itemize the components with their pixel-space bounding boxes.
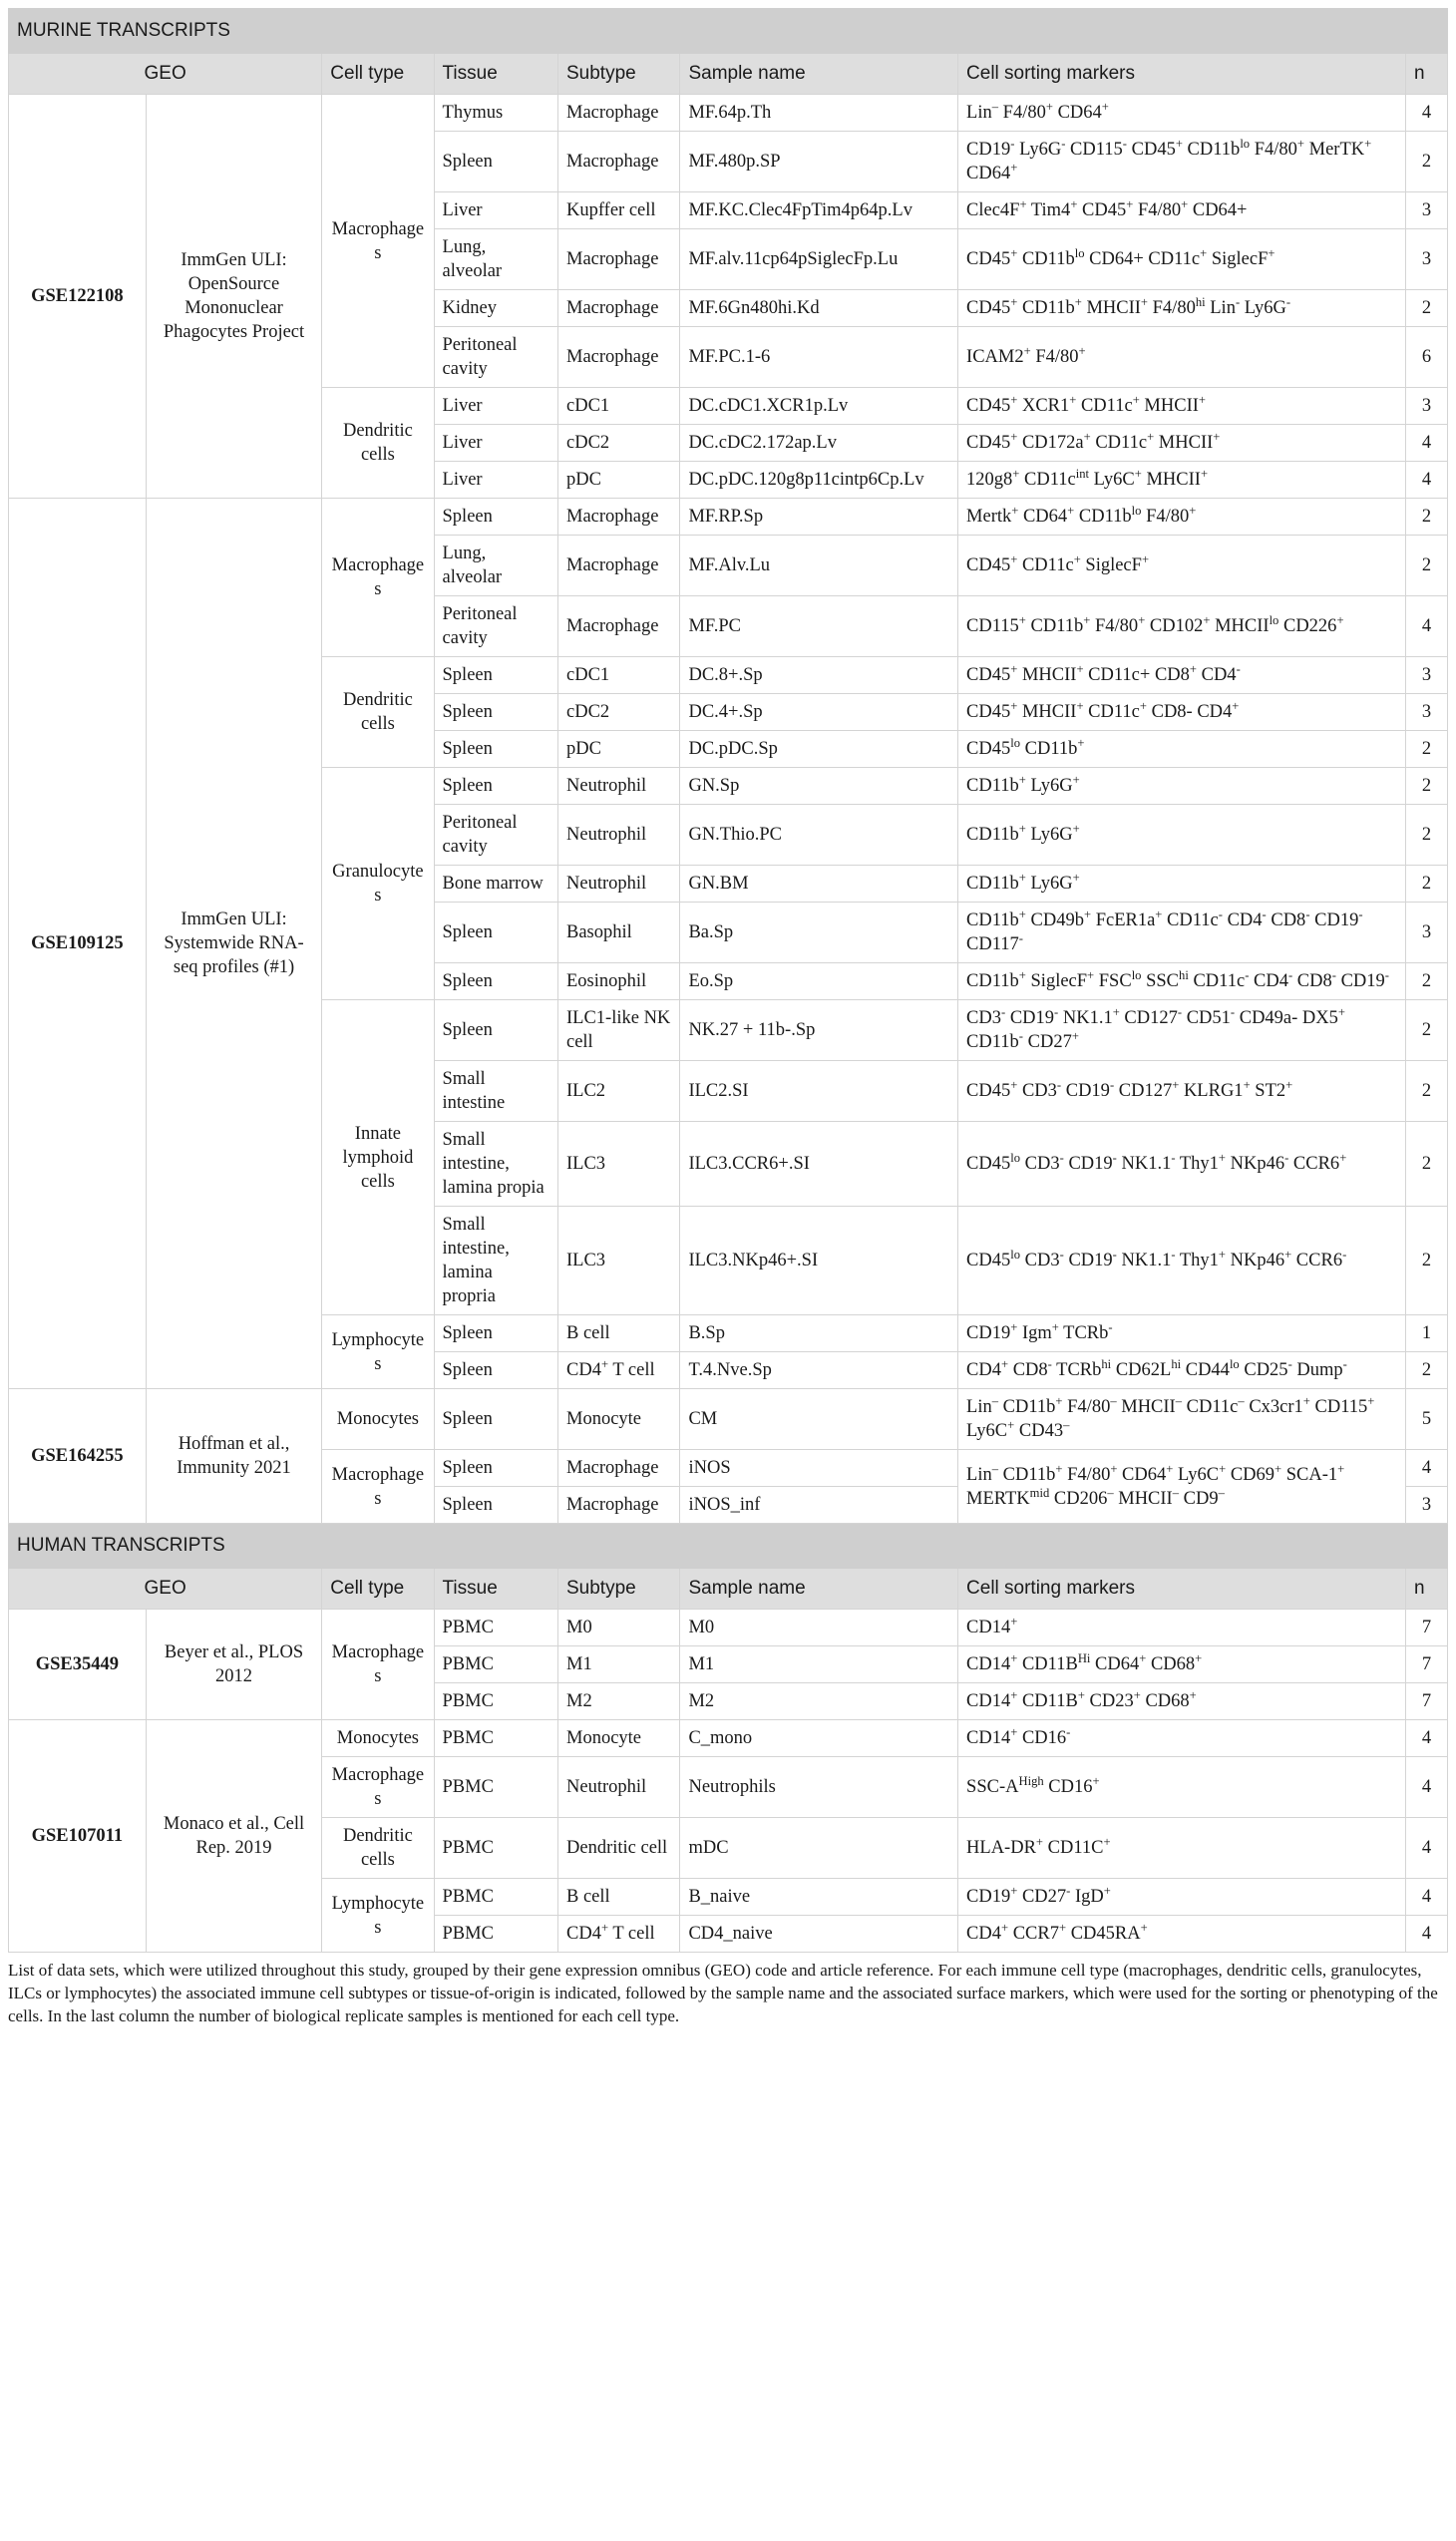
replicate-count: 2: [1406, 731, 1448, 768]
tissue: Spleen: [434, 768, 557, 805]
subtype: ILC1-like NK cell: [558, 1000, 680, 1061]
sorting-markers: Clec4F+ Tim4+ CD45+ F4/80+ CD64+: [958, 192, 1406, 229]
sample-name: GN.BM: [680, 866, 958, 903]
tissue: Spleen: [434, 499, 557, 536]
subtype: CD4+ T cell: [558, 1352, 680, 1389]
subtype: Monocyte: [558, 1720, 680, 1757]
dataset-source: Monaco et al., Cell Rep. 2019: [146, 1720, 322, 1953]
dataset-table: [8, 8, 1448, 1953]
subtype: M0: [558, 1610, 680, 1646]
replicate-count: 2: [1406, 290, 1448, 327]
subtype: Macrophage: [558, 132, 680, 192]
cell-type: Dendritic cells: [322, 1818, 434, 1879]
tissue: Peritoneal cavity: [434, 805, 557, 866]
header-subtype: Subtype: [558, 54, 680, 95]
replicate-count: 3: [1406, 229, 1448, 290]
geo-code: GSE122108: [9, 95, 147, 499]
cell-type: Dendritic cells: [322, 657, 434, 768]
tissue: PBMC: [434, 1818, 557, 1879]
sample-name: M0: [680, 1610, 958, 1646]
geo-code: GSE35449: [9, 1610, 147, 1720]
sorting-markers: CD45+ MHCII+ CD11c+ CD8+ CD4-: [958, 657, 1406, 694]
sorting-markers: CD11b+ CD49b+ FcER1a+ CD11c- CD4- CD8- CD19- CD117-: [958, 903, 1406, 963]
sorting-markers: $CD45^{lo}$ CD11b+: [958, 731, 1406, 768]
replicate-count: 4: [1406, 1450, 1448, 1487]
header-row: [9, 54, 1448, 95]
header-tissue: Tissue: [434, 1569, 557, 1610]
subtype: cDC2: [558, 425, 680, 462]
subtype: Macrophage: [558, 1487, 680, 1524]
sample-name: iNOS_inf: [680, 1487, 958, 1524]
sample-name: CD4_naive: [680, 1916, 958, 1953]
sorting-markers: CD4+ CD8- TCRb$^{hi}$ $CD62L^{hi}$ $CD44^{lo}$ CD25- Dump-: [958, 1352, 1406, 1389]
cell-type: Innate lymphoid cells: [322, 1000, 434, 1315]
tissue: PBMC: [434, 1646, 557, 1683]
sample-name: DC.8+.Sp: [680, 657, 958, 694]
header-tissue: Tissue: [434, 54, 557, 95]
section-title-row: [9, 9, 1448, 54]
tissue: Spleen: [434, 1487, 557, 1524]
sorting-markers: CD11b+ Ly6G+: [958, 768, 1406, 805]
sample-name: Eo.Sp: [680, 963, 958, 1000]
subtype: Macrophage: [558, 229, 680, 290]
sample-name: ILC2.SI: [680, 1061, 958, 1122]
sample-name: B.Sp: [680, 1315, 958, 1352]
sample-name: GN.Thio.PC: [680, 805, 958, 866]
subtype: Kupffer cell: [558, 192, 680, 229]
replicate-count: 2: [1406, 963, 1448, 1000]
sorting-markers: CD45+ $CD11b^{lo}$ CD64+ CD11c+ SiglecF+: [958, 229, 1406, 290]
replicate-count: 4: [1406, 1818, 1448, 1879]
replicate-count: 4: [1406, 596, 1448, 657]
replicate-count: 4: [1406, 1916, 1448, 1953]
sample-name: mDC: [680, 1818, 958, 1879]
replicate-count: 4: [1406, 425, 1448, 462]
tissue: Small intestine, lamina propia: [434, 1122, 557, 1207]
sample-name: Neutrophils: [680, 1757, 958, 1818]
table-row: [9, 499, 1448, 536]
sorting-markers: Lin– CD11b+ F4/80+ CD64+ Ly6C+ CD69+ SCA-1+ $MERTK^{mid}$ CD206– MHCII– CD9–: [958, 1450, 1406, 1524]
sample-name: DC.pDC.120g8p11cintp6Cp.Lv: [680, 462, 958, 499]
sample-name: ILC3.CCR6+.SI: [680, 1122, 958, 1207]
replicate-count: 3: [1406, 657, 1448, 694]
dataset-source: Beyer et al., PLOS 2012: [146, 1610, 322, 1720]
header-geo: GEO: [9, 54, 322, 95]
tissue: PBMC: [434, 1720, 557, 1757]
sorting-markers: Lin– F4/80+ CD64+: [958, 95, 1406, 132]
sample-name: DC.pDC.Sp: [680, 731, 958, 768]
sorting-markers: CD4+ CCR7+ CD45RA+: [958, 1916, 1406, 1953]
header-cell-type: Cell type: [322, 54, 434, 95]
subtype: Dendritic cell: [558, 1818, 680, 1879]
subtype: Macrophage: [558, 1450, 680, 1487]
tissue: Lung, alveolar: [434, 536, 557, 596]
subtype: Macrophage: [558, 327, 680, 388]
replicate-count: 2: [1406, 1122, 1448, 1207]
sorting-markers: CD11b+ SiglecF+ $FSC^{lo}$ $SSC^{hi}$ CD11c- CD4- CD8- CD19-: [958, 963, 1406, 1000]
replicate-count: 7: [1406, 1646, 1448, 1683]
sample-name: MF.PC: [680, 596, 958, 657]
sorting-markers: CD19+ Igm+ TCRb-: [958, 1315, 1406, 1352]
replicate-count: 2: [1406, 1061, 1448, 1122]
replicate-count: 2: [1406, 866, 1448, 903]
replicate-count: 3: [1406, 903, 1448, 963]
subtype: B cell: [558, 1879, 680, 1916]
subtype: Neutrophil: [558, 866, 680, 903]
cell-type: Macrophages: [322, 95, 434, 388]
tissue: Spleen: [434, 694, 557, 731]
sorting-markers: CD14+ $CD11B^{Hi}$ CD64+ CD68+: [958, 1646, 1406, 1683]
subtype: pDC: [558, 731, 680, 768]
sample-name: MF.480p.SP: [680, 132, 958, 192]
tissue: Liver: [434, 462, 557, 499]
sorting-markers: 120g8+ $CD11c^{int}$ Ly6C+ MHCII+: [958, 462, 1406, 499]
replicate-count: 3: [1406, 192, 1448, 229]
sample-name: NK.27 + 11b-.Sp: [680, 1000, 958, 1061]
subtype: M1: [558, 1646, 680, 1683]
replicate-count: 2: [1406, 499, 1448, 536]
tissue: Thymus: [434, 95, 557, 132]
replicate-count: 3: [1406, 694, 1448, 731]
replicate-count: 6: [1406, 327, 1448, 388]
table-row: [9, 95, 1448, 132]
sorting-markers: CD19- Ly6G- CD115- CD45+ $CD11b^{lo}$ F4/80+ MerTK+ CD64+: [958, 132, 1406, 192]
tissue: Spleen: [434, 731, 557, 768]
sample-name: MF.RP.Sp: [680, 499, 958, 536]
tissue: Liver: [434, 425, 557, 462]
sample-name: MF.alv.11cp64pSiglecFp.Lu: [680, 229, 958, 290]
sample-name: T.4.Nve.Sp: [680, 1352, 958, 1389]
tissue: Liver: [434, 388, 557, 425]
header-cell-type: Cell type: [322, 1569, 434, 1610]
subtype: CD4+ T cell: [558, 1916, 680, 1953]
tissue: Spleen: [434, 963, 557, 1000]
tissue: Peritoneal cavity: [434, 327, 557, 388]
tissue: Peritoneal cavity: [434, 596, 557, 657]
replicate-count: 4: [1406, 1879, 1448, 1916]
cell-type: Macrophages: [322, 1610, 434, 1720]
sorting-markers: CD45+ XCR1+ CD11c+ MHCII+: [958, 388, 1406, 425]
replicate-count: 2: [1406, 805, 1448, 866]
replicate-count: 2: [1406, 132, 1448, 192]
geo-code: GSE107011: [9, 1720, 147, 1953]
replicate-count: 3: [1406, 1487, 1448, 1524]
table-footnote: List of data sets, which were utilized throughout this study, grouped by their gene expression omnibus (GEO) code and article reference. For each immune cell type (macrophages, dendritic cells, granulocytes, ILCs or lymphocytes) the associated immune cell subtypes or tissue-of-origin is indicated, followed by the sample name and the associated surface markers, which were used for the sorting or phenotyping of the cells. In the last column the number of biological replicate samples is mentioned for each cell type.: [8, 1961, 1438, 2025]
sorting-markers: $CD45^{lo}$ CD3- CD19- NK1.1- Thy1+ NKp46- CCR6+: [958, 1122, 1406, 1207]
subtype: pDC: [558, 462, 680, 499]
subtype: Macrophage: [558, 95, 680, 132]
table-row: [9, 1389, 1448, 1450]
header-markers: Cell sorting markers: [958, 54, 1406, 95]
tissue: Spleen: [434, 132, 557, 192]
header-sample-name: Sample name: [680, 54, 958, 95]
replicate-count: 2: [1406, 1207, 1448, 1315]
header-n: n: [1406, 1569, 1448, 1610]
sorting-markers: HLA-DR+ CD11C+: [958, 1818, 1406, 1879]
tissue: Small intestine: [434, 1061, 557, 1122]
tissue: PBMC: [434, 1683, 557, 1720]
tissue: Spleen: [434, 1389, 557, 1450]
cell-type: Macrophages: [322, 499, 434, 657]
sample-name: DC.4+.Sp: [680, 694, 958, 731]
replicate-count: 5: [1406, 1389, 1448, 1450]
replicate-count: 1: [1406, 1315, 1448, 1352]
tissue: Spleen: [434, 1000, 557, 1061]
replicate-count: 4: [1406, 95, 1448, 132]
replicate-count: 2: [1406, 768, 1448, 805]
tissue: Spleen: [434, 903, 557, 963]
dataset-source: ImmGen ULI: OpenSource Mononuclear Phagocytes Project: [146, 95, 322, 499]
replicate-count: 4: [1406, 1757, 1448, 1818]
subtype: Macrophage: [558, 290, 680, 327]
subtype: ILC3: [558, 1207, 680, 1315]
tissue: Spleen: [434, 1450, 557, 1487]
sample-name: MF.KC.Clec4FpTim4p64p.Lv: [680, 192, 958, 229]
sorting-markers: ICAM2+ F4/80+: [958, 327, 1406, 388]
section-title: MURINE TRANSCRIPTS: [9, 9, 1448, 54]
header-sample-name: Sample name: [680, 1569, 958, 1610]
table-row: [9, 1720, 1448, 1757]
geo-code: GSE164255: [9, 1389, 147, 1524]
cell-type: Monocytes: [322, 1389, 434, 1450]
subtype: Macrophage: [558, 499, 680, 536]
cell-type: Macrophages: [322, 1450, 434, 1524]
cell-type: Dendritic cells: [322, 388, 434, 499]
replicate-count: 3: [1406, 388, 1448, 425]
sample-name: B_naive: [680, 1879, 958, 1916]
sample-name: MF.6Gn480hi.Kd: [680, 290, 958, 327]
tissue: PBMC: [434, 1879, 557, 1916]
sample-name: MF.PC.1-6: [680, 327, 958, 388]
sample-name: iNOS: [680, 1450, 958, 1487]
geo-code: GSE109125: [9, 499, 147, 1389]
replicate-count: 2: [1406, 1352, 1448, 1389]
dataset-source: ImmGen ULI: Systemwide RNA-seq profiles (#1): [146, 499, 322, 1389]
tissue: Bone marrow: [434, 866, 557, 903]
tissue: Lung, alveolar: [434, 229, 557, 290]
sample-name: CM: [680, 1389, 958, 1450]
header-row: [9, 1569, 1448, 1610]
subtype: Eosinophil: [558, 963, 680, 1000]
sorting-markers: CD45+ CD11c+ SiglecF+: [958, 536, 1406, 596]
subtype: Neutrophil: [558, 1757, 680, 1818]
header-geo: GEO: [9, 1569, 322, 1610]
sorting-markers: CD14+ CD16-: [958, 1720, 1406, 1757]
sample-name: ILC3.NKp46+.SI: [680, 1207, 958, 1315]
subtype: ILC3: [558, 1122, 680, 1207]
tissue: Small intestine, lamina propria: [434, 1207, 557, 1315]
tissue: Spleen: [434, 657, 557, 694]
subtype: ILC2: [558, 1061, 680, 1122]
sorting-markers: CD115+ CD11b+ F4/80+ CD102+ $MHCII^{lo}$ CD226+: [958, 596, 1406, 657]
sample-name: M1: [680, 1646, 958, 1683]
tissue: PBMC: [434, 1610, 557, 1646]
subtype: cDC1: [558, 657, 680, 694]
sorting-markers: CD3- CD19- NK1.1+ CD127- CD51- CD49a- DX5+ CD11b- CD27+: [958, 1000, 1406, 1061]
sorting-markers: $CD45^{lo}$ CD3- CD19- NK1.1- Thy1+ NKp46+ CCR6-: [958, 1207, 1406, 1315]
sorting-markers: CD45+ MHCII+ CD11c+ CD8- CD4+: [958, 694, 1406, 731]
cell-type: Macrophages: [322, 1757, 434, 1818]
sorting-markers: CD45+ CD172a+ CD11c+ MHCII+: [958, 425, 1406, 462]
tissue: Spleen: [434, 1315, 557, 1352]
sample-name: Ba.Sp: [680, 903, 958, 963]
tissue: Liver: [434, 192, 557, 229]
sample-name: DC.cDC2.172ap.Lv: [680, 425, 958, 462]
tissue: Kidney: [434, 290, 557, 327]
sample-name: GN.Sp: [680, 768, 958, 805]
sorting-markers: CD45+ CD3- CD19- CD127+ KLRG1+ ST2+: [958, 1061, 1406, 1122]
replicate-count: 2: [1406, 1000, 1448, 1061]
subtype: Basophil: [558, 903, 680, 963]
sorting-markers: CD11b+ Ly6G+: [958, 805, 1406, 866]
sorting-markers: CD45+ CD11b+ MHCII+ $F4/80^{hi}$ Lin- Ly6G-: [958, 290, 1406, 327]
sorting-markers: CD14+: [958, 1610, 1406, 1646]
sorting-markers: CD14+ CD11B+ CD23+ CD68+: [958, 1683, 1406, 1720]
tissue: PBMC: [434, 1916, 557, 1953]
replicate-count: 2: [1406, 536, 1448, 596]
replicate-count: 4: [1406, 462, 1448, 499]
sample-name: M2: [680, 1683, 958, 1720]
header-markers: Cell sorting markers: [958, 1569, 1406, 1610]
sorting-markers: CD11b+ Ly6G+: [958, 866, 1406, 903]
sorting-markers: CD19+ CD27- IgD+: [958, 1879, 1406, 1916]
subtype: Macrophage: [558, 596, 680, 657]
sorting-markers: SSC-$A^{High}$ CD16+: [958, 1757, 1406, 1818]
subtype: M2: [558, 1683, 680, 1720]
tissue: Spleen: [434, 1352, 557, 1389]
sample-name: DC.cDC1.XCR1p.Lv: [680, 388, 958, 425]
subtype: Monocyte: [558, 1389, 680, 1450]
cell-type: Lymphocytes: [322, 1879, 434, 1953]
section-title: HUMAN TRANSCRIPTS: [9, 1524, 1448, 1569]
table-row: [9, 1610, 1448, 1646]
cell-type: Lymphocytes: [322, 1315, 434, 1389]
subtype: Neutrophil: [558, 768, 680, 805]
sample-name: MF.64p.Th: [680, 95, 958, 132]
replicate-count: 4: [1406, 1720, 1448, 1757]
subtype: cDC1: [558, 388, 680, 425]
subtype: Neutrophil: [558, 805, 680, 866]
subtype: Macrophage: [558, 536, 680, 596]
replicate-count: 7: [1406, 1683, 1448, 1720]
table-container: [8, 8, 1448, 2027]
tissue: PBMC: [434, 1757, 557, 1818]
replicate-count: 7: [1406, 1610, 1448, 1646]
subtype: B cell: [558, 1315, 680, 1352]
header-n: n: [1406, 54, 1448, 95]
sorting-markers: Mertk+ CD64+ $CD11b^{lo}$ F4/80+: [958, 499, 1406, 536]
sorting-markers: Lin– CD11b+ F4/80– MHCII– CD11c– Cx3cr1+ CD115+ Ly6C+ CD43–: [958, 1389, 1406, 1450]
cell-type: Granulocytes: [322, 768, 434, 1000]
dataset-source: Hoffman et al., Immunity 2021: [146, 1389, 322, 1524]
header-subtype: Subtype: [558, 1569, 680, 1610]
subtype: cDC2: [558, 694, 680, 731]
cell-type: Monocytes: [322, 1720, 434, 1757]
sample-name: C_mono: [680, 1720, 958, 1757]
sample-name: MF.Alv.Lu: [680, 536, 958, 596]
section-title-row: [9, 1524, 1448, 1569]
